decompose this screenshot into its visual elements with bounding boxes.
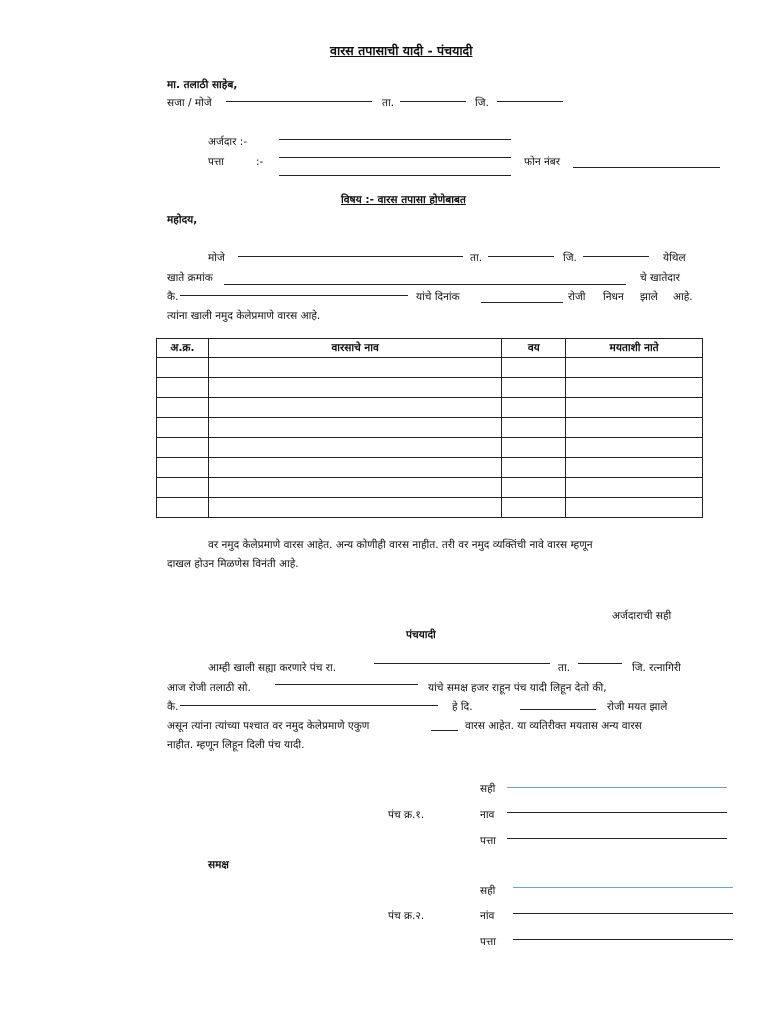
panch-ta-field[interactable] [578,663,622,664]
panch1-sign-label: सही [480,783,496,795]
table-cell[interactable] [157,458,209,478]
panch-line4-text: असून त्यांना त्यांच्या पश्चात वर नमुद केलेप्रमाणे एकुण [167,720,370,732]
heirs-intro: त्यांना खाली नमुद केलेप्रमाणे वारस आहे. [167,310,321,322]
address-label: पत्ता [208,156,224,168]
mouje-field[interactable] [238,256,463,257]
ta-label: ता. [382,97,395,109]
table-cell[interactable] [502,358,566,378]
table-cell[interactable] [157,418,209,438]
table-cell[interactable] [208,398,501,418]
address-colon: :- [256,156,264,168]
panch-ra-field[interactable] [374,663,550,664]
table-cell[interactable] [208,478,501,498]
panch2-address-field[interactable] [513,939,733,940]
table-cell[interactable] [157,438,209,458]
panch2-address-label: पत्ता [480,936,496,948]
table-cell[interactable] [502,478,566,498]
table-cell[interactable] [208,498,501,518]
panch1-sign-field[interactable] [507,787,727,788]
table-row [157,458,703,478]
aahe-label: आहे. [673,291,693,303]
table-row [157,478,703,498]
jhale-label: झाले [640,291,658,303]
applicant-signature-label: अर्जदाराची सही [612,610,672,622]
table-cell[interactable] [208,378,501,398]
subject: विषय :- वारस तपासा होणेबाबत [341,194,466,206]
ta-field[interactable] [400,101,466,102]
table-header-row [157,339,703,358]
ke-label: कै. [167,291,179,303]
panch2-name-label: नांव [480,910,495,922]
table-cell[interactable] [566,478,703,498]
mouje-label: मोजे [208,252,225,264]
table-cell[interactable] [502,438,566,458]
table-cell[interactable] [502,498,566,518]
table-cell[interactable] [157,398,209,418]
samaksha-label: समक्ष [208,859,229,871]
panch2-label: पंच क्र.२. [388,910,425,922]
table-cell[interactable] [566,458,703,478]
che-khatedar-label: चे खातेदार [640,272,680,284]
table-row [157,358,703,378]
address-field-2[interactable] [279,175,511,176]
table-cell[interactable] [157,358,209,378]
address-field-1[interactable] [279,157,511,158]
table-cell[interactable] [208,418,501,438]
panch2-sign-label: सही [480,885,496,897]
talathi-name-field[interactable] [275,684,418,685]
ji-label: जि. [475,97,489,109]
panchyadi-title: पंचयादी [406,629,436,641]
panch1-label: पंच क्र.१. [388,809,425,821]
table-cell[interactable] [502,378,566,398]
heirs-table [156,338,703,518]
saja-field[interactable] [226,101,372,102]
panch-line3-ke: कै. [167,701,179,713]
panch-line4-rest: वारस आहेत. या व्यतिरीक्त मयतास अन्य वारस [465,720,642,732]
table-cell[interactable] [502,458,566,478]
panch-line1-ta: ता. [558,662,571,674]
khate-kramank-label: खाते क्रमांक [167,272,213,284]
table-cell[interactable] [157,498,209,518]
col-header-serial: अ.क्र. [157,339,209,358]
table-cell[interactable] [208,438,501,458]
panch-line5-text: नाहीत. म्हणून लिहून दिली पंच यादी. [167,739,305,751]
roji-label: रोजी [568,291,586,303]
panch1-name-label: नाव [480,809,495,821]
phone-label: फोन नंबर [524,156,561,168]
khate-kramank-field[interactable] [224,284,626,285]
table-row [157,378,703,398]
panch1-address-label: पत्ता [480,835,496,847]
panch-line1-ji: जि. रत्नागिरी [632,662,681,674]
panch-line3-he: हे दि. [452,701,473,713]
table-cell[interactable] [566,498,703,518]
body-ta-field[interactable] [488,256,554,257]
greeting: महोदय, [167,214,198,226]
ke-field[interactable] [180,295,408,296]
yanche-dinank-label: यांचे दिनांक [416,291,460,303]
panch2-name-field[interactable] [513,913,733,914]
body-ji-label: जि. [563,252,577,264]
table-row [157,438,703,458]
table-cell[interactable] [566,378,703,398]
table-cell[interactable] [566,438,703,458]
col-header-age: वय [502,339,566,358]
panch2-sign-field[interactable] [513,887,733,888]
saja-label: सजा / मोजे [167,97,212,109]
table-cell[interactable] [566,398,703,418]
death-date-field[interactable] [520,709,596,710]
body-ji-field[interactable] [583,256,649,257]
dinank-field[interactable] [481,302,563,303]
page-title: वारस तपासाची यादी - पंचयादी [330,43,473,58]
table-cell[interactable] [566,358,703,378]
col-header-heir-name: वारसाचे नाव [208,339,501,358]
nidhan-label: निधन [603,291,624,303]
table-cell[interactable] [157,478,209,498]
ji-field[interactable] [497,101,563,102]
panch1-address-field[interactable] [507,838,727,839]
panch-line3-end: रोजी मयत झाले [607,701,668,713]
table-row [157,418,703,438]
yethil-label: येथिल [663,252,686,264]
table-cell[interactable] [566,418,703,438]
deceased-name-field[interactable] [180,705,438,706]
declaration-line-1: वर नमुद केलेप्रमाणे वारस आहेत. अन्य कोणीही वारस नाहीत. तरी वर नमुद व्यक्तिंची नावे वारस म्हणून [208,539,593,551]
col-header-relation: मयताशी नाते [566,339,703,358]
table-cell[interactable] [502,418,566,438]
table-cell[interactable] [208,358,501,378]
applicant-field[interactable] [279,139,511,140]
applicant-label: अर्जदार :- [208,136,248,148]
panch-line2-text: आज रोजी तलाठी सो. [167,682,251,694]
heir-count-field[interactable] [431,730,458,731]
table-cell[interactable] [502,398,566,418]
panch-line1-text: आम्ही खाली सह्या करणारे पंच रा. [208,662,337,674]
declaration-line-2: दाखल होउन मिळणेस विनंती आहे. [167,558,299,570]
table-row [157,498,703,518]
table-row [157,398,703,418]
table-cell[interactable] [208,458,501,478]
panch-line2-rest: यांचे समक्ष हजर राहून पंच यादी लिहून देतो की, [428,682,607,694]
table-cell[interactable] [157,378,209,398]
panch1-name-field[interactable] [507,812,727,813]
body-ta-label: ता. [470,252,483,264]
salutation: मा. तलाठी साहेब, [167,79,238,91]
phone-field[interactable] [573,167,720,168]
